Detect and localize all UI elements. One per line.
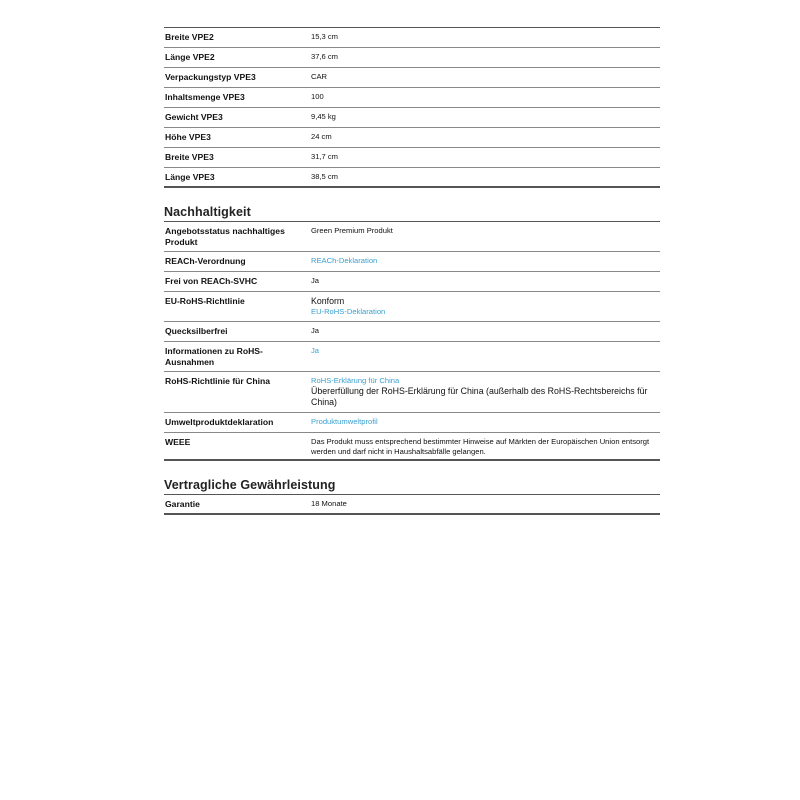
- row-value: [311, 495, 660, 513]
- value-text: Ja: [311, 276, 320, 285]
- row-value: [311, 28, 660, 47]
- value-text: Green Premium Produkt: [311, 226, 393, 235]
- table-row: [164, 68, 660, 88]
- row-value: [311, 68, 660, 87]
- row-value: [311, 252, 660, 271]
- value-text: Übererfüllung der RoHS-Erklärung für China (außerhalb des RoHS-Rechtsbereichs für China): [311, 386, 648, 407]
- row-label: EU-RoHS-Richtlinie: [165, 296, 245, 306]
- row-value: [311, 128, 660, 147]
- value-text: Ja: [311, 326, 320, 335]
- row-value: [311, 222, 660, 251]
- table-row: [164, 292, 660, 322]
- table-row: [164, 168, 660, 188]
- row-label: Informationen zu RoHS-Ausnahmen: [165, 346, 263, 367]
- row-value: [311, 413, 660, 432]
- table-row: [164, 413, 660, 433]
- table-row: [164, 28, 660, 48]
- row-label: Umweltproduktdeklaration: [165, 417, 274, 427]
- value-text: 9,45 kg: [311, 112, 336, 121]
- table-row: [164, 433, 660, 461]
- table-row: [164, 148, 660, 168]
- row-label: RoHS-Richtlinie für China: [165, 376, 271, 386]
- table-row: [164, 272, 660, 292]
- table-row: [164, 252, 660, 272]
- table-row: [164, 88, 660, 108]
- ja-link[interactable]: Ja: [311, 346, 320, 355]
- row-value: [311, 48, 660, 67]
- table-row: [164, 322, 660, 342]
- table-row: [164, 222, 660, 252]
- row-label: Gewicht VPE3: [165, 112, 223, 122]
- section-heading: Nachhaltigkeit: [164, 205, 251, 219]
- produktumweltprofil-link[interactable]: Produktumweltprofil: [311, 417, 378, 426]
- row-label: Garantie: [165, 499, 200, 509]
- row-label: Breite VPE2: [165, 32, 214, 42]
- value-text: CAR: [311, 72, 328, 81]
- table-row: [164, 48, 660, 68]
- row-label: Breite VPE3: [165, 152, 214, 162]
- table-row: [164, 108, 660, 128]
- table-row: [164, 342, 660, 372]
- value-text: 31,7 cm: [311, 152, 339, 161]
- value-text: 15,3 cm: [311, 32, 339, 41]
- spec-table: [164, 27, 660, 188]
- row-label: Länge VPE3: [165, 172, 215, 182]
- row-value: [311, 292, 660, 321]
- row-label: Inhaltsmenge VPE3: [165, 92, 245, 102]
- row-label: Angebotsstatus nachhaltiges Produkt: [165, 226, 285, 247]
- value-text: Konform: [311, 296, 345, 306]
- value-text: 100: [311, 92, 324, 101]
- row-label: Verpackungstyp VPE3: [165, 72, 256, 82]
- row-value: [311, 433, 660, 459]
- reach-deklaration-link[interactable]: REACh-Deklaration: [311, 256, 378, 265]
- row-value: [311, 108, 660, 127]
- row-label: WEEE: [165, 437, 191, 447]
- row-value: [311, 372, 660, 412]
- value-text: Das Produkt muss entsprechend bestimmter Hinweise auf Märkten der Europäischen Union entsorgt werden und darf nicht in Haushaltsabfälle gelangen.: [311, 437, 650, 456]
- row-value: [311, 342, 660, 371]
- row-label: Höhe VPE3: [165, 132, 211, 142]
- row-label: Länge VPE2: [165, 52, 215, 62]
- spec-table: [164, 221, 660, 461]
- row-label: Quecksilberfrei: [165, 326, 228, 336]
- rohs-erkl-rung-f-r-china-link[interactable]: RoHS-Erklärung für China: [311, 376, 400, 385]
- table-row: [164, 128, 660, 148]
- row-value: [311, 272, 660, 291]
- eu-rohs-deklaration-link[interactable]: EU-RoHS-Deklaration: [311, 306, 386, 316]
- value-text: 18 Monate: [311, 499, 347, 508]
- row-label: Frei von REACh-SVHC: [165, 276, 258, 286]
- row-value: [311, 148, 660, 167]
- value-text: 37,6 cm: [311, 52, 339, 61]
- row-value: [311, 88, 660, 107]
- table-row: [164, 372, 660, 413]
- section-heading: Vertragliche Gewährleistung: [164, 478, 336, 492]
- datasheet: [164, 27, 660, 515]
- value-text: 24 cm: [311, 132, 332, 141]
- row-value: [311, 322, 660, 341]
- table-row: [164, 495, 660, 515]
- row-label: REACh-Verordnung: [165, 256, 246, 266]
- spec-table: [164, 494, 660, 515]
- value-text: 38,5 cm: [311, 172, 339, 181]
- row-value: [311, 168, 660, 186]
